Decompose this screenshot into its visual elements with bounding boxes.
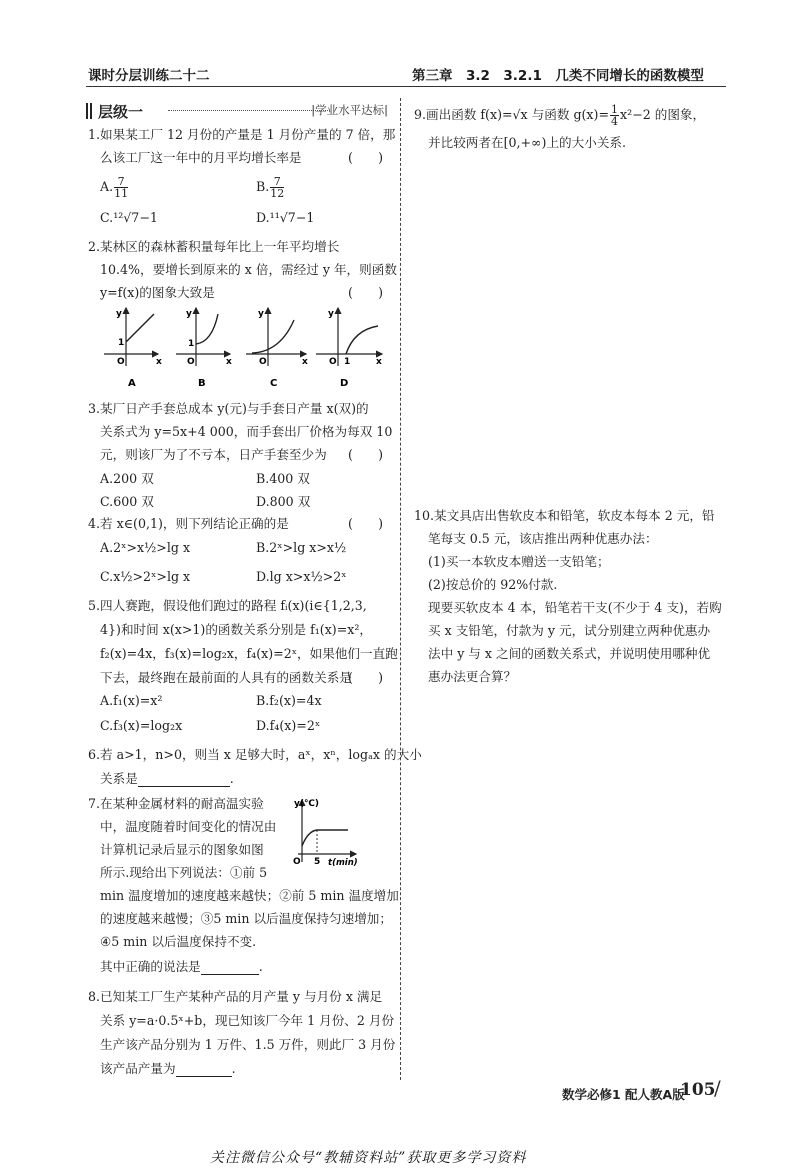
denominator: 4 (611, 115, 618, 128)
graph-label: B (198, 378, 206, 389)
question-text: 2.某林区的森林蓄积量每年比上一年平均增长 (88, 239, 340, 254)
axis-y-label: y (328, 309, 334, 319)
option-d: D.800 双 (256, 494, 311, 509)
answer-paren: ( ) (348, 150, 384, 165)
option-c: C.¹²√7−1 (100, 210, 158, 225)
question-text: 笔每支 0.5 元，该店推出两种优惠办法： (428, 531, 658, 546)
origin-label: O (117, 357, 125, 367)
banner-bar (86, 103, 88, 119)
question-text-end: . (229, 771, 234, 786)
option-c: C.x½>2ˣ>lg x (100, 569, 191, 584)
question-text: 7.在某种金属材料的耐高温实验 (88, 796, 264, 811)
option-d: D.f₄(x)=2ˣ (256, 718, 321, 733)
question-text: 1.如果某工厂 12 月份的产量是 1 月份产量的 7 倍，那 (88, 127, 396, 142)
answer-blank[interactable] (138, 771, 230, 787)
question-text-end: . (231, 1061, 236, 1076)
option-label: B. (256, 179, 270, 194)
axis-x-label: x (376, 357, 382, 367)
curve-line (252, 320, 294, 353)
question-text: 买 x 支铅笔，付款为 y 元，试分别建立两种优惠办 (428, 623, 711, 638)
question-text: y=f(x)的图象大致是 (100, 285, 215, 300)
question-text-start: 9.画出函数 f(x)=√x 与函数 g(x)= (414, 107, 609, 122)
option-b: B.400 双 (256, 471, 310, 486)
origin-label: O (259, 357, 267, 367)
answer-paren: ( ) (348, 285, 384, 300)
question-text: 计算机记录后显示的图象如图 (100, 842, 264, 857)
option-c: C.600 双 (100, 494, 154, 509)
denominator: 11 (114, 187, 129, 200)
graph-label: D (340, 378, 349, 389)
numerator: 7 (270, 176, 284, 188)
book-label: 数学必修1 配人教A版 (562, 1087, 685, 1102)
question-text-end: . (258, 959, 263, 974)
question-text: 10.某文具店出售软皮本和铅笔，软皮本每本 2 元，铅 (414, 508, 715, 523)
level-title: 层级一 (98, 103, 144, 121)
numerator: 7 (114, 176, 128, 188)
question-text: 生产该产品分别为 1 万件、1.5 万件，则此厂 3 月份 (100, 1037, 396, 1052)
temperature-curve (302, 830, 348, 846)
q7-graph (284, 794, 362, 868)
page-slash-decoration: / (714, 1076, 721, 1100)
question-text: 6.若 a>1，n>0，则当 x 足够大时，aˣ，xⁿ，logₐx 的大小 (88, 747, 422, 762)
axis-x-label: x (226, 357, 232, 367)
graph-b (176, 308, 232, 389)
page-number: 105 (680, 1080, 716, 1100)
numerator: 1 (611, 103, 618, 116)
question-text: 所示.现给出下列说法：①前 5 (100, 865, 268, 880)
level-banner (86, 101, 388, 121)
question-8 (88, 986, 394, 1082)
question-text: 3.某厂日产手套总成本 y(元)与手套日产量 x(双)的 (88, 401, 369, 416)
axis-x-label: t(min) (328, 858, 358, 868)
question-text-start: 关系是 (100, 771, 138, 786)
option-b (256, 176, 285, 199)
axis-y-label: y (116, 309, 122, 319)
question-text: (1)买一本软皮本赠送一支铅笔； (428, 554, 610, 569)
axis-x-label: x (302, 357, 308, 367)
question-text: min 温度增加的速度越来越快；②前 5 min 温度增加 (100, 888, 399, 903)
question-1 (88, 124, 394, 234)
option-a (100, 176, 129, 199)
question-text-end: x²−2 的图象， (620, 107, 706, 122)
question-text: 5.四人赛跑，假设他们跑过的路程 fᵢ(x)(i∈{1,2,3, (88, 598, 367, 613)
question-text: 惠办法更合算？ (428, 669, 517, 684)
question-10 (414, 505, 726, 695)
banner-bar (90, 103, 92, 119)
question-6 (88, 744, 422, 792)
fraction (270, 176, 284, 199)
axis-y-label: y (186, 309, 192, 319)
tick-1: 1 (188, 339, 195, 349)
graph-c (246, 308, 308, 389)
origin-label: O (187, 357, 195, 367)
question-text (100, 1058, 236, 1077)
tick-5: 5 (314, 857, 321, 867)
column-divider (400, 98, 401, 1080)
question-text: 8.已知某工厂生产某种产品的月产量 y 与月份 x 满足 (88, 989, 383, 1004)
curve-line (126, 314, 154, 342)
question-text: ④5 min 以后温度保持不变. (100, 934, 257, 949)
option-d: D.¹¹√7−1 (256, 210, 315, 225)
question-text: 下去，最终跑在最前面的人具有的函数关系是 (100, 670, 352, 685)
graph-d (316, 308, 382, 389)
question-text: 4.若 x∈(0,1)，则下列结论正确的是 (88, 516, 289, 531)
chapter-title: 第三章 3.2 3.2.1 几类不同增长的函数模型 (412, 68, 704, 84)
option-a: A.f₁(x)=x² (100, 693, 163, 708)
axis-y-label: y(℃) (294, 799, 319, 809)
question-text: 10.4%，要增长到原来的 x 倍，需经过 y 年，则函数 (100, 262, 397, 277)
option-a: A.2ˣ>x½>lg x (100, 540, 191, 555)
graph-a (104, 308, 162, 389)
axis-x-label: x (156, 357, 162, 367)
question-text: 元，则该厂为了不亏本，日产手套至少为 (100, 447, 327, 462)
option-d: D.lg x>x½>2ˣ (256, 569, 347, 584)
question-4 (88, 513, 394, 591)
option-label: A. (100, 179, 114, 194)
question-text: 并比较两者在[0,+∞)上的大小关系. (428, 135, 627, 150)
question-text-start: 该产品产量为 (100, 1061, 176, 1076)
question-5 (88, 595, 398, 745)
lesson-title: 课时分层训练二十二 (88, 68, 210, 84)
question-text: 中，温度随着时间变化的情况由 (100, 819, 277, 834)
answer-paren: ( ) (348, 670, 384, 685)
answer-paren: ( ) (348, 447, 384, 462)
question-text-start: 其中正确的说法是 (100, 959, 201, 974)
question-text: 么该工厂这一年中的月平均增长率是 (100, 150, 302, 165)
tick-1: 1 (344, 357, 351, 367)
question-text: 关系式为 y=5x+4 000，而手套出厂价格为每双 10 (100, 424, 393, 439)
origin-label: O (329, 357, 337, 367)
tick-1: 1 (118, 338, 125, 348)
graph-label: C (270, 378, 278, 389)
graph-label: A (128, 378, 136, 389)
question-9 (414, 104, 726, 164)
answer-blank[interactable] (201, 959, 259, 975)
axis-y-label: y (258, 309, 264, 319)
option-c: C.f₃(x)=log₂x (100, 718, 183, 733)
answer-blank[interactable] (176, 1061, 232, 1077)
question-3 (88, 398, 394, 510)
question-text (100, 768, 234, 787)
answer-paren: ( ) (348, 516, 384, 531)
option-a: A.200 双 (100, 471, 154, 486)
question-text (414, 104, 705, 127)
fraction (610, 104, 619, 127)
fraction (114, 176, 128, 199)
header-rule (86, 86, 726, 87)
watermark-note: 关注微信公众号“教辅资料站”获取更多学习资料 (210, 1150, 527, 1166)
denominator: 12 (270, 187, 285, 200)
option-b: B.2ˣ>lg x>x½ (256, 540, 347, 555)
question-text: 关系 y=a·0.5ˣ+b，现已知该厂今年 1 月份、2 月份 (100, 1013, 395, 1028)
banner-dotted-line (168, 110, 328, 111)
q2-graphs (96, 304, 392, 392)
question-text: 4})和时间 x(x>1)的函数关系分别是 f₁(x)=x²， (100, 622, 373, 637)
question-text: 现要买软皮本 4 本，铅笔若干支(不少于 4 支)，若购 (428, 600, 722, 615)
level-tag: |学业水平达标| (311, 103, 388, 117)
curve-line (346, 326, 378, 354)
question-text: 法中 y 与 x 之间的函数关系式，并说明使用哪种优 (428, 646, 711, 661)
question-text (100, 956, 263, 975)
curve-line (196, 314, 218, 344)
origin-label: O (293, 857, 301, 867)
question-text: 的速度越来越慢；③5 min 以后温度保持匀速增加； (100, 911, 392, 926)
question-text: f₂(x)=4x，f₃(x)=log₂x，f₄(x)=2ˣ，如果他们一直跑 (100, 646, 398, 661)
option-b: B.f₂(x)=4x (256, 693, 322, 708)
question-text: (2)按总价的 92%付款. (428, 577, 558, 592)
